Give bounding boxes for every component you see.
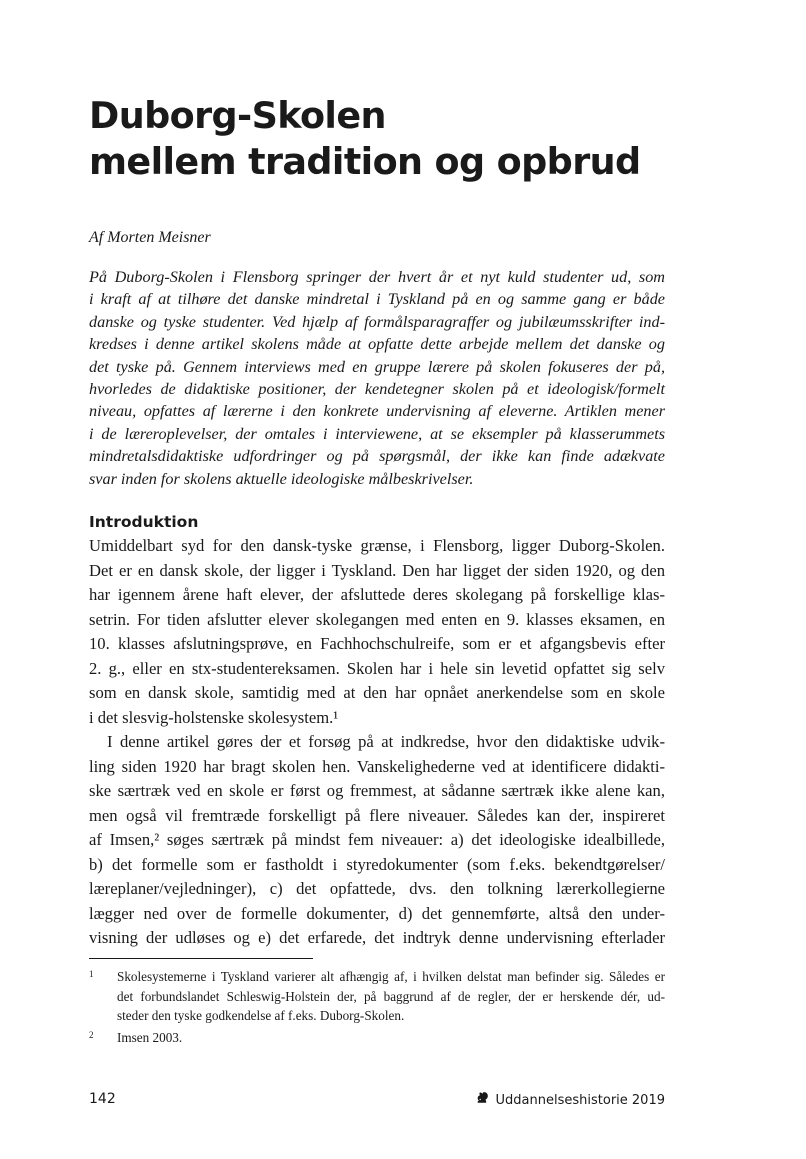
squirrel-icon [474, 1090, 490, 1112]
body-line: ling siden 1920 har bragt skolen hen. Vanskelighederne ved at identificere didakti- [89, 756, 665, 776]
body-text [89, 534, 665, 951]
body-line: som en dansk skole, samtidig med at den har opnået anerkendelse som en skole [89, 683, 665, 702]
abstract-line: svar inden for skolens aktuelle ideologiske målbeskrivelser. [89, 469, 474, 488]
body-line: Det er en dansk skole, der ligger i Tyskland. Den har ligget der siden 1920, og den [89, 560, 665, 580]
body-line: lægger ned over de formelle dokumenter, d) det gennemførte, altså den under- [89, 903, 665, 923]
abstract-line: kredses i denne artikel skolens måde at opfatte dette arbejde mellem det danske og [89, 335, 665, 354]
abstract-line: det tyske på. Gennem interviews med en gruppe lærere på skolen fokuseres der på, [89, 357, 665, 376]
body-line: af Imsen,² søges særtræk på mindst fem niveauer: a) det ideologiske idealbillede, [89, 830, 665, 849]
footnote-divider [89, 958, 313, 959]
footnote-number: 1 [89, 969, 94, 979]
body-line: 10. klasses afslutningsprøve, en Fachhochschulreife, som er et afgangsbevis efter [89, 634, 665, 653]
footnote-1 [89, 967, 665, 1026]
author-byline: Af Morten Meisner [89, 229, 211, 246]
body-line: læreplaner/vejledninger), c) det opfattede, dvs. den tolkning lærerkollegierne [89, 879, 665, 898]
footnote-number: 2 [89, 1029, 94, 1040]
title-line-2: mellem tradition og opbrud [89, 140, 641, 183]
body-line: visning der udløses og e) det erfarede, det indtryk denne undervisning efterlader [89, 928, 665, 947]
journal-name: Uddannelseshistorie 2019 [495, 1093, 665, 1108]
body-line: setrin. For tiden afslutter elever skolegangen med enten en 9. klasses eksamen, en [89, 609, 665, 629]
abstract-line: niveau, opfattes af lærerne i den konkrete undervisning af eleverne. Artiklen mener [89, 402, 665, 421]
abstract-line: hvorledes de didaktiske positioner, der kendetegner skolen på et ideologisk/formelt [89, 380, 665, 399]
abstract [89, 266, 665, 490]
footnotes [89, 967, 665, 1047]
body-line: ske særtræk ved en skole er først og fremmest, at sådanne særtræk ikke alene kan, [89, 781, 665, 800]
journal-footer [474, 1090, 665, 1112]
body-line: b) det formelle som er fastholdt i styredokumenter (som f.eks. bekendtgørelser/ [89, 854, 665, 874]
abstract-line: i kraft af at tilhøre det danske mindretal i Tyskland på en og samme gang er både [89, 290, 665, 309]
abstract-line: i de læreroplevelser, der omtales i interviewene, at se eksempler på klasserummets [89, 424, 665, 443]
body-line: Umiddelbart syd for den dansk-tyske grænse, i Flensborg, ligger Duborg-Skolen. [89, 536, 665, 555]
body-line: 2. g., eller en stx-studentereksamen. Skolen har i hele sin levetid opfattet sig selv [89, 658, 665, 678]
article-title [89, 93, 641, 185]
abstract-line: På Duborg-Skolen i Flensborg springer der hvert år et nyt kuld studenter ud, som [89, 268, 665, 286]
abstract-line: danske og tyske studenter. Ved hjælp af formålsparagraffer og jubilæumsskrifter ind- [89, 312, 665, 331]
body-line: I denne artikel gøres der et forsøg på at indkredse, hvor den didaktiske udvik- [107, 732, 665, 751]
section-heading: Introduktion [89, 513, 199, 531]
footnote-line: det forbundslandet Schleswig-Holstein der, på baggrund af de regler, der er herskende dér, ud- [117, 988, 665, 1004]
footnote-2 [89, 1028, 665, 1048]
body-line: i det slesvig-holstenske skolesystem.¹ [89, 707, 339, 727]
footnote-line: Imsen 2003. [117, 1029, 183, 1045]
body-line: har igennem årene haft elever, der afsluttede deres skolegang på forskellige klas- [89, 585, 665, 604]
footnote-line: Skolesystemerne i Tyskland varierer alt afhængig af, i hvilken delstat man befinder sig. Således er [117, 969, 665, 984]
abstract-line: mindretalsdidaktiske udfordringer og på spørgsmål, der ikke kan finde adækvate [89, 447, 665, 466]
body-line: men også vil fremtræde forskelligt på flere niveauer. Således kan der, inspireret [89, 805, 665, 825]
page-number: 142 [89, 1091, 116, 1107]
title-line-1: Duborg-Skolen [89, 94, 386, 137]
footnote-line: steder den tyske godkendelse af f.eks. Duborg-Skolen. [117, 1008, 405, 1024]
